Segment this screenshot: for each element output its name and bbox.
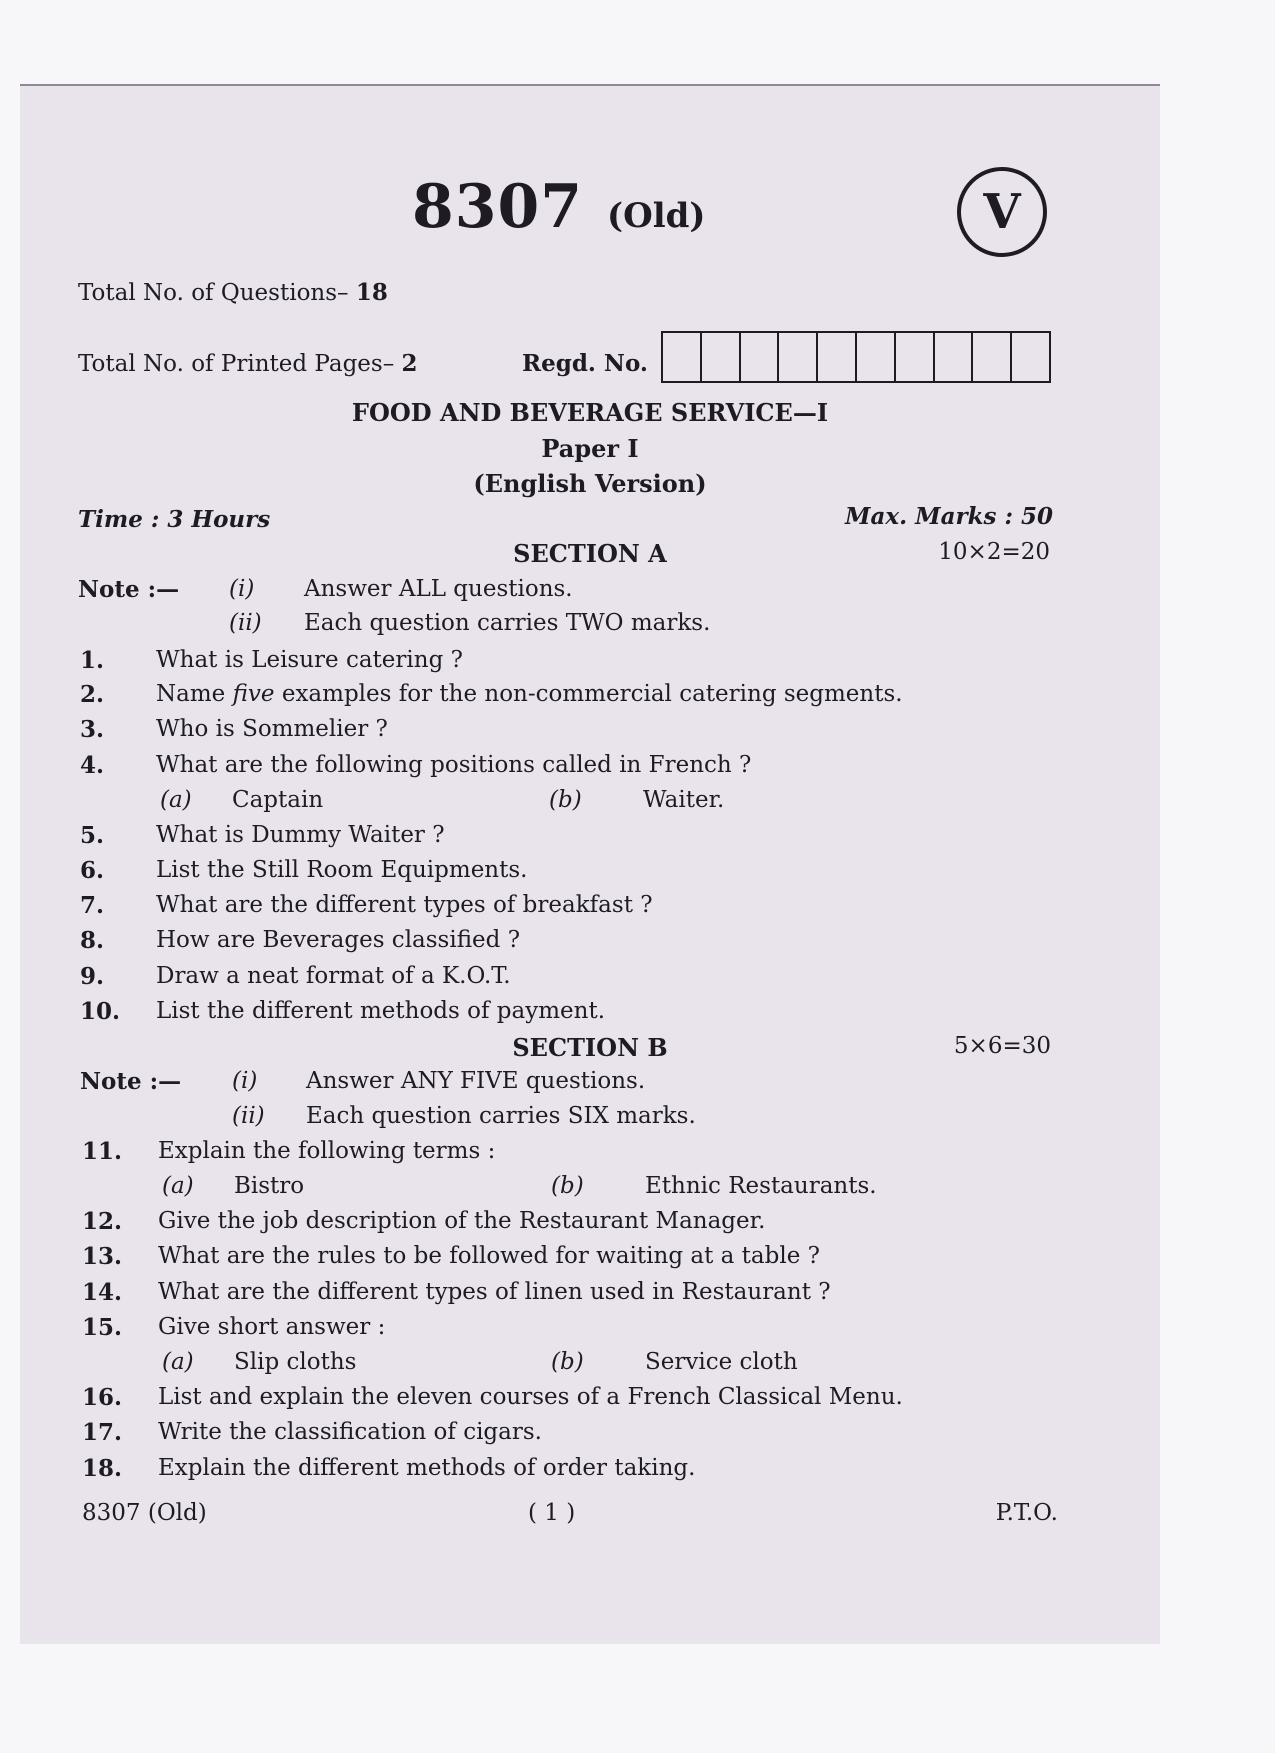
note-marker: (ii) xyxy=(232,1103,265,1129)
regd-number-boxes[interactable] xyxy=(661,331,1051,383)
paper-code-suffix: (Old) xyxy=(607,196,706,236)
question-number: 1. xyxy=(80,647,105,674)
question-text: What is Leisure catering ? xyxy=(156,647,463,673)
option-marker: (a) xyxy=(160,787,192,813)
question-text: Name five examples for the non-commercial catering segments. xyxy=(156,681,903,707)
question-text: Explain the following terms : xyxy=(158,1138,496,1164)
question-number: 14. xyxy=(82,1279,123,1306)
option-marker: (b) xyxy=(549,787,582,813)
note-marker: (ii) xyxy=(229,610,262,636)
question-number: 18. xyxy=(82,1455,123,1482)
note-text: Each question carries SIX marks. xyxy=(306,1103,696,1129)
question-number: 3. xyxy=(80,716,105,743)
top-rule xyxy=(20,84,1160,86)
question-text: List and explain the eleven courses of a French Classical Menu. xyxy=(158,1384,903,1410)
question-number: 4. xyxy=(80,752,105,779)
question-number: 15. xyxy=(82,1314,123,1341)
question-text: Write the classification of cigars. xyxy=(158,1419,542,1445)
option-text: Captain xyxy=(232,787,324,813)
option-text: Slip cloths xyxy=(234,1349,357,1375)
note-marker: (i) xyxy=(232,1068,258,1094)
version-title: (English Version) xyxy=(473,469,707,498)
page-number: ( 1 ) xyxy=(528,1500,576,1526)
question-text: Draw a neat format of a K.O.T. xyxy=(156,963,511,989)
question-text: What is Dummy Waiter ? xyxy=(156,822,445,848)
paper-code: 8307 xyxy=(412,172,583,242)
question-number: 5. xyxy=(80,822,105,849)
option-marker: (a) xyxy=(162,1173,194,1199)
section-b-note-label: Note :— xyxy=(80,1068,182,1095)
question-number: 6. xyxy=(80,857,105,884)
question-text: List the Still Room Equipments. xyxy=(156,857,528,883)
option-text: Service cloth xyxy=(645,1349,798,1375)
question-text: Give short answer : xyxy=(158,1314,386,1340)
question-number: 7. xyxy=(80,892,105,919)
option-text: Ethnic Restaurants. xyxy=(645,1173,877,1199)
max-marks: Max. Marks : 50 xyxy=(845,503,1053,530)
question-number: 10. xyxy=(80,998,121,1025)
footer-paper-code: 8307 (Old) xyxy=(82,1500,207,1526)
question-text: How are Beverages classified ? xyxy=(156,927,521,953)
question-text: What are the rules to be followed for waiting at a table ? xyxy=(158,1243,820,1269)
question-number: 12. xyxy=(82,1208,123,1235)
question-text: What are the following positions called in French ? xyxy=(156,752,752,778)
question-text: Give the job description of the Restaurant Manager. xyxy=(158,1208,766,1234)
exam-time: Time : 3 Hours xyxy=(78,506,271,533)
option-marker: (b) xyxy=(551,1349,584,1375)
note-text: Answer ALL questions. xyxy=(304,576,573,602)
note-text: Answer ANY FIVE questions. xyxy=(306,1068,646,1094)
option-marker: (b) xyxy=(551,1173,584,1199)
question-number: 13. xyxy=(82,1243,123,1270)
regd-label: Regd. No. xyxy=(522,350,648,377)
question-text: Who is Sommelier ? xyxy=(156,716,388,742)
section-a-heading: SECTION A xyxy=(513,539,667,568)
paper-title: Paper I xyxy=(541,434,639,463)
pto-label: P.T.O. xyxy=(995,1500,1058,1526)
question-number: 9. xyxy=(80,963,105,990)
section-b-marks: 5×6=30 xyxy=(953,1033,1051,1059)
note-marker: (i) xyxy=(229,576,255,602)
question-number: 16. xyxy=(82,1384,123,1411)
question-number: 11. xyxy=(82,1138,123,1165)
note-text: Each question carries TWO marks. xyxy=(304,610,711,636)
question-number: 8. xyxy=(80,927,105,954)
question-number: 17. xyxy=(82,1419,123,1446)
question-text: List the different methods of payment. xyxy=(156,998,606,1024)
question-text: What are the different types of linen used in Restaurant ? xyxy=(158,1279,831,1305)
option-marker: (a) xyxy=(162,1349,194,1375)
section-a-note-label: Note :— xyxy=(78,576,180,603)
question-number: 2. xyxy=(80,681,105,708)
subject-title: FOOD AND BEVERAGE SERVICE—I xyxy=(351,398,829,427)
set-label: V xyxy=(983,184,1021,240)
option-text: Waiter. xyxy=(643,787,725,813)
question-text: Explain the different methods of order taking. xyxy=(158,1455,696,1481)
total-questions: Total No. of Questions– 18 xyxy=(78,279,388,306)
option-text: Bistro xyxy=(234,1173,305,1199)
question-text: What are the different types of breakfast ? xyxy=(156,892,653,918)
section-b-heading: SECTION B xyxy=(512,1033,668,1062)
total-pages: Total No. of Printed Pages– 2 xyxy=(78,350,418,377)
set-label-circle xyxy=(957,167,1047,257)
section-a-marks: 10×2=20 xyxy=(938,539,1050,565)
